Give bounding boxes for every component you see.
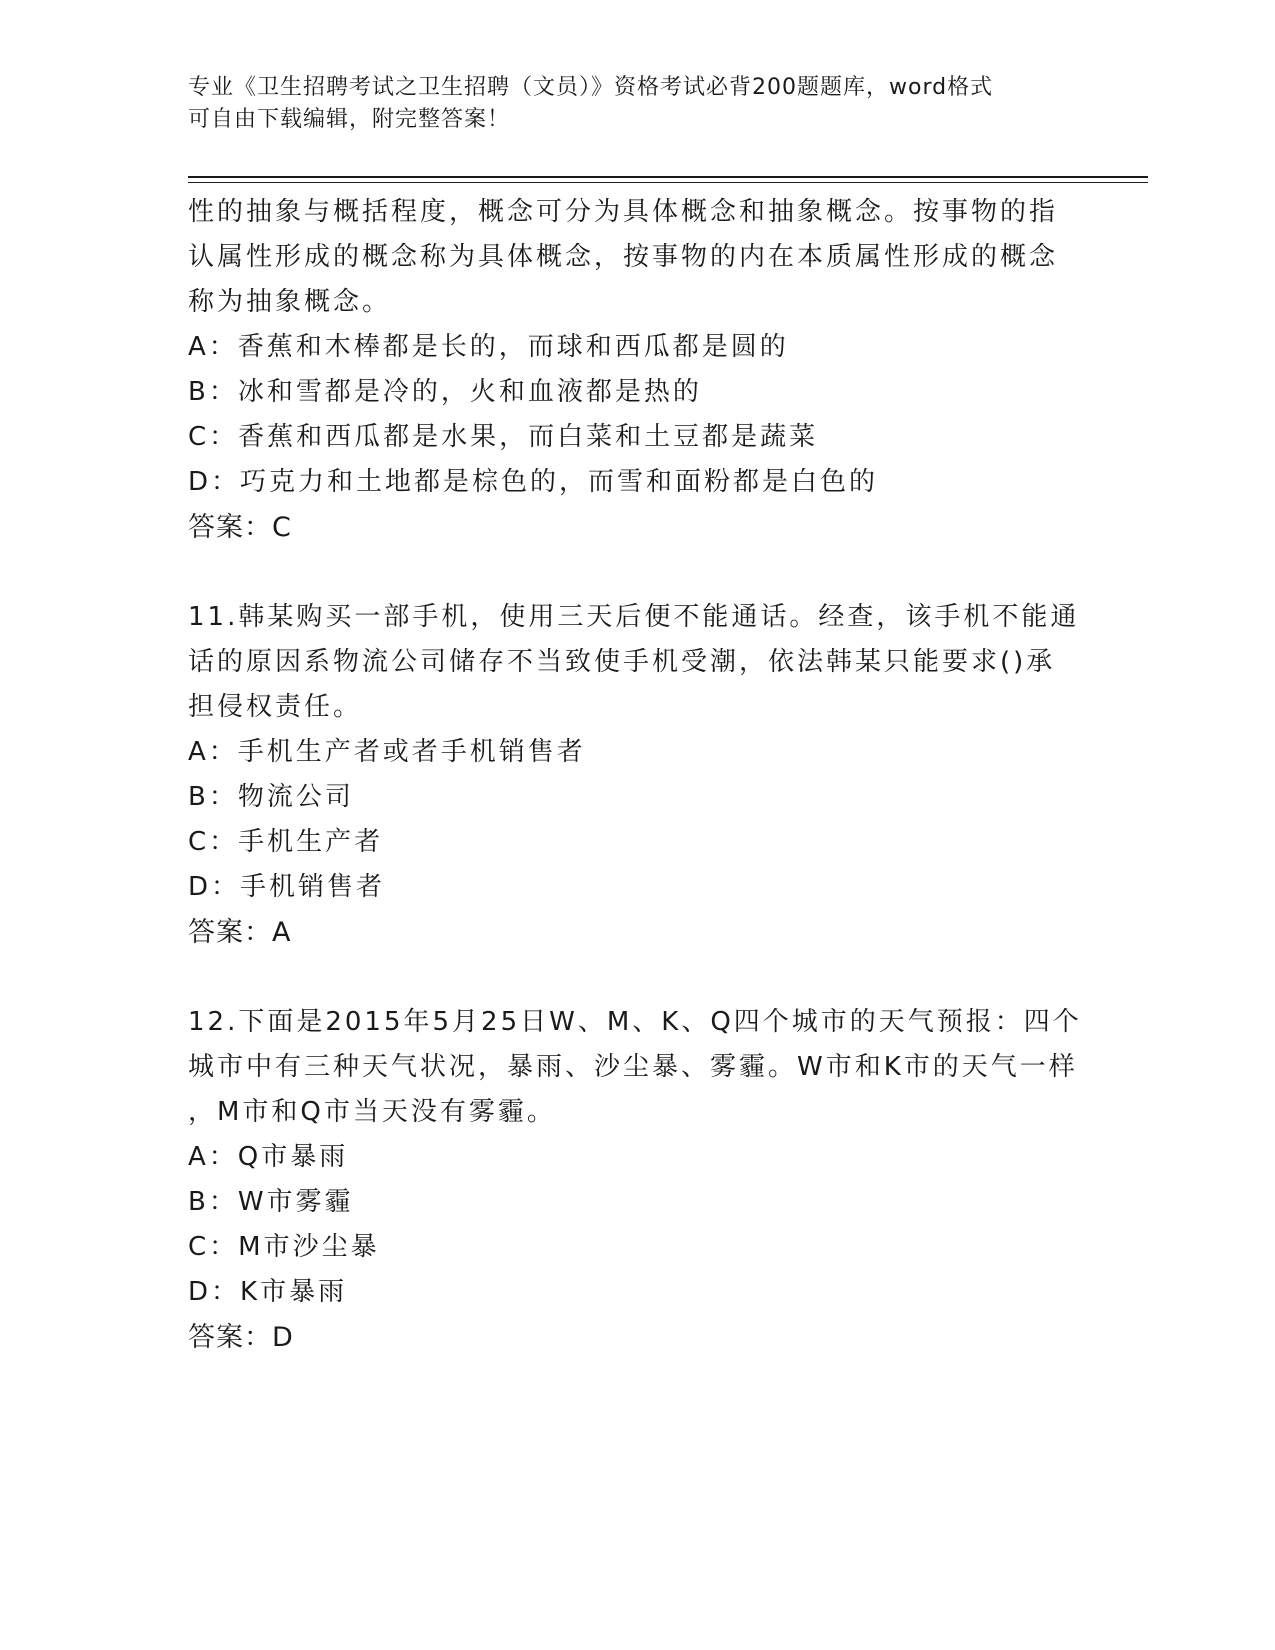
question-text-line: 话的原因系物流公司储存不当致使手机受潮，依法韩某只能要求()承 bbox=[188, 647, 1056, 677]
option-c: C：M市沙尘暴 bbox=[188, 1232, 380, 1262]
option-d: D：手机销售者 bbox=[188, 872, 386, 902]
question-text-line: 11.韩某购买一部手机，使用三天后便不能通话。经查，该手机不能通 bbox=[188, 602, 1080, 632]
option-a: A：Q市暴雨 bbox=[188, 1142, 349, 1172]
answer-line: 答案：D bbox=[188, 1322, 294, 1353]
question-text-line: ，M市和Q市当天没有雾霾。 bbox=[188, 1097, 556, 1127]
option-a: A：手机生产者或者手机销售者 bbox=[188, 737, 586, 767]
question-text-line: 认属性形成的概念称为具体概念，按事物的内在本质属性形成的概念 bbox=[188, 242, 1059, 272]
option-c: C：手机生产者 bbox=[188, 827, 384, 857]
answer-line: 答案：A bbox=[188, 917, 292, 948]
option-b: B：物流公司 bbox=[188, 782, 354, 812]
option-d: D：巧克力和土地都是棕色的，而雪和面粉都是白色的 bbox=[188, 467, 879, 497]
question-text-line: 城市中有三种天气状况，暴雨、沙尘暴、雾霾。W市和K市的天气一样 bbox=[188, 1052, 1078, 1082]
question-11-block bbox=[188, 595, 1088, 955]
question-spacer bbox=[188, 955, 1088, 1000]
question-text-line: 称为抽象概念。 bbox=[188, 287, 392, 317]
answer-line: 答案：C bbox=[188, 512, 292, 543]
question-text-line: 12.下面是2015年5月25日W、M、K、Q四个城市的天气预报：四个 bbox=[188, 1007, 1082, 1037]
question-text-line: 担侵权责任。 bbox=[188, 692, 363, 722]
option-d: D：K市暴雨 bbox=[188, 1277, 348, 1307]
option-b: B：W市雾霾 bbox=[188, 1187, 354, 1217]
option-b: B：冰和雪都是冷的，火和血液都是热的 bbox=[188, 377, 702, 407]
header-divider-thin bbox=[188, 182, 1148, 183]
question-10-block bbox=[188, 190, 1088, 550]
question-content bbox=[188, 190, 1088, 1360]
question-12-block bbox=[188, 1000, 1088, 1360]
document-header bbox=[188, 72, 1088, 136]
option-a: A：香蕉和木棒都是长的，而球和西瓜都是圆的 bbox=[188, 332, 789, 362]
header-line-2: 可自由下载编辑，附完整答案！ bbox=[188, 107, 511, 132]
question-spacer bbox=[188, 550, 1088, 595]
header-divider-thick bbox=[188, 176, 1148, 178]
header-line-1: 专业《卫生招聘考试之卫生招聘（文员）》资格考试必背200题题库，word格式 bbox=[188, 75, 994, 100]
option-c: C：香蕉和西瓜都是水果，而白菜和土豆都是蔬菜 bbox=[188, 422, 819, 452]
question-text-line: 性的抽象与概括程度，概念可分为具体概念和抽象概念。按事物的指 bbox=[188, 197, 1059, 227]
